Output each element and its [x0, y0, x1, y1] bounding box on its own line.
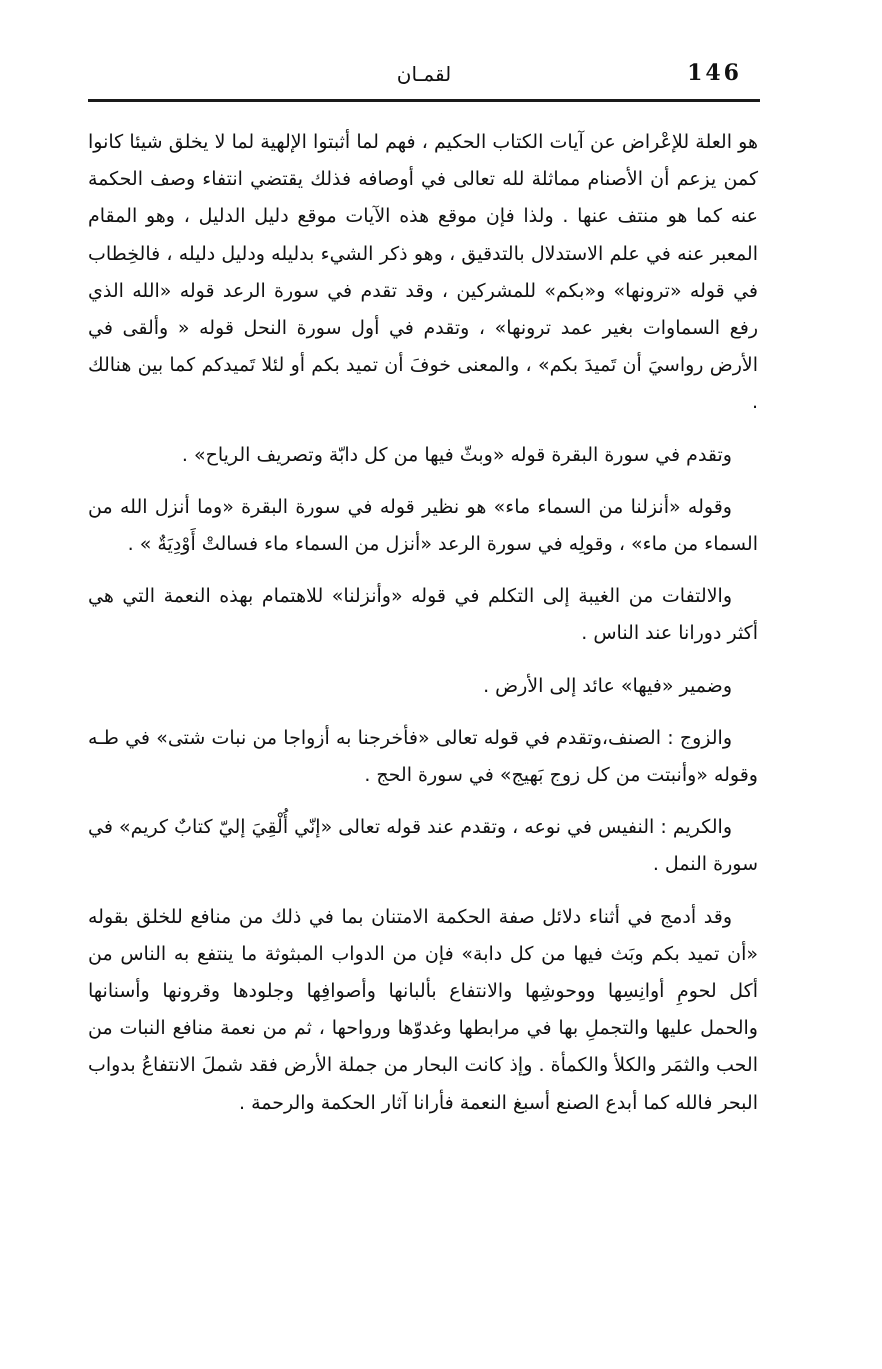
- paragraph: والالتفات من الغيبة إلى التكلم في قوله «وأنزلنا» للاهتمام بهذه النعمة التي هي أكثر دورانا عند الناس .: [88, 585, 758, 645]
- paragraph: هو العلة للإعْراض عن آيات الكتاب الحكيم ، فهم لما أثبتوا الإلهية لما لا يخلق شيئا كانوا كمن يزعم أن الأصنام مماثلة لله تعالى في أوصافه فذلك يقتضي انتفاء وصف الحكمة عنه كما هو منتف عنها . ولذا فإن موقع هذه الآيات موقع دليل الدليل ، وهو المقام المعبر عنه في علم الاستدلال بالتدقيق ، وهو ذكر الشيء بدليله ودليل دليله ، فالخِطاب في قوله «ترونها» و«بكم» للمشركين ، وقد تقدم في سورة الرعد قوله «الله الذي رفع السماوات بغير عمد ترونها» ، وتقدم في أول سورة النحل قوله « وألقى في الأرض رواسيَ أن تَميدَ بكم» ، والمعنى خوفَ أن تميد بكم أو لئلا تَميدكم كما بين هنالك .: [88, 131, 758, 414]
- page-number: 146: [687, 60, 742, 86]
- running-title: لقمـان: [396, 62, 452, 86]
- paragraph: والزوج : الصنف،وتقدم في قوله تعالى «فأخرجنا به أزواجا من نبات شتى» في طـه وقوله «وأنبتت من كل زوج بَهيج» في سورة الحج .: [88, 726, 758, 787]
- body-text: [88, 124, 758, 1137]
- paragraph: وتقدم في سورة البقرة قوله «وبثّ فيها من كل دابّة وتصريف الرياح» .: [181, 443, 732, 466]
- page-header: [90, 52, 758, 96]
- paragraph: والكريم : النفيس في نوعه ، وتقدم عند قوله تعالى «إنّي أُلْقِيَ إليّ كتابٌ كريم» في سورة النمل .: [88, 816, 758, 876]
- paragraph: وقوله «أنزلنا من السماء ماء» هو نظير قوله في سورة البقرة «وما أنزل الله من السماء من ماء» ، وقولِه في سورة الرعد «أنزل من السماء ماء فسالتْ أَوْدِيَةٌ » .: [88, 495, 758, 556]
- header-rule: [88, 99, 760, 102]
- paragraph: وضمير «فيها» عائد إلى الأرض .: [483, 674, 732, 697]
- paragraph: وقد أدمج في أثناء دلائل صفة الحكمة الامتنان بما في ذلك من منافع للخلق بقوله «أن تميد بكم وبَث فيها من كل دابة» فإن من الدواب المبثوثة ما ينتفع به الناس من أكل لحومِ أوانِسِها ووحوشِها والانتفاع بألبانها وأصوافِها وجلودها وقرونها وأسنانها والحمل عليها والتجملِ بها في مرابطها وغدوّها ورواحها ، ثم من نعمة منافع النبات من الحب والثمَر والكلأ والكمأة . وإذ كانت البحار من جملة الأرض فقد شملَ الانتفاعُ بدواب البحر فالله كما أبدع الصنع أسبغ النعمة فأرانا آثار الحكمة والرحمة .: [88, 905, 758, 1114]
